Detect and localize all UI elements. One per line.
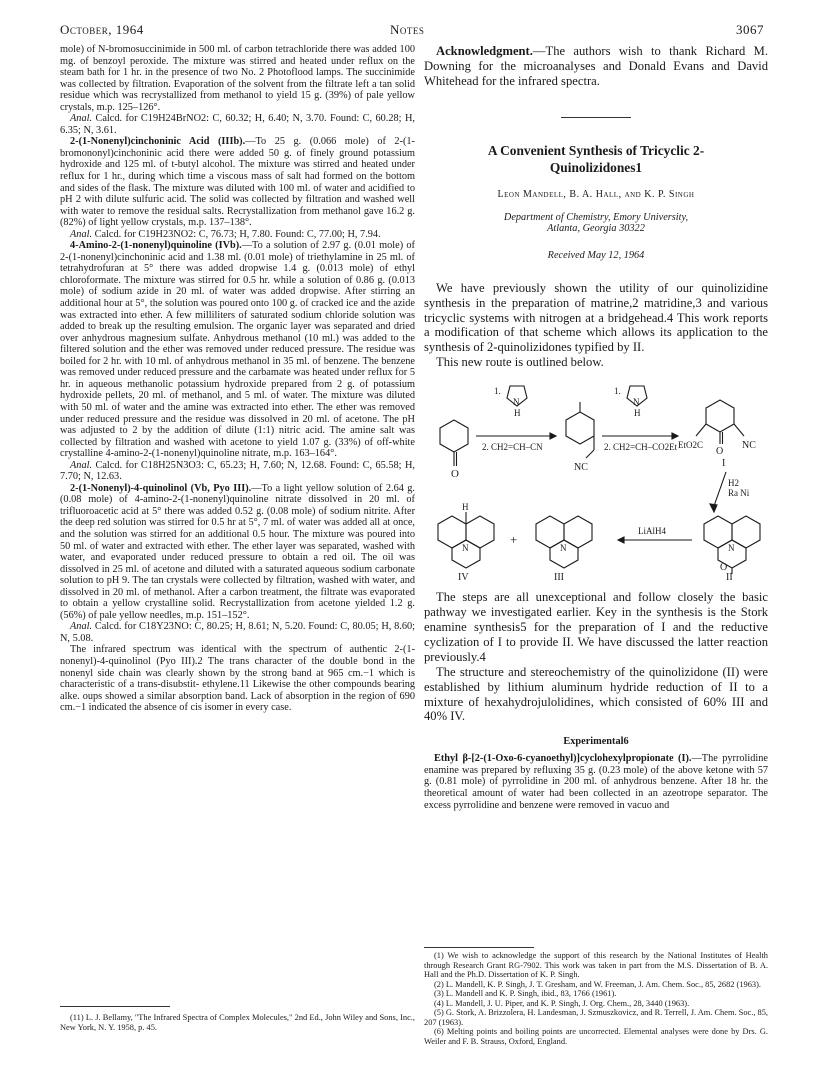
left-column bbox=[60, 44, 415, 714]
pyrrolidine-h: H bbox=[634, 408, 641, 419]
analysis-text: Calcd. for C19H23NO2: C, 76.73; H, 7.80. Found: C, 77.00; H, 7.94. bbox=[94, 228, 381, 240]
carbonyl-o: O bbox=[451, 468, 459, 481]
ack-heading: Acknowledgment. bbox=[436, 44, 533, 58]
ack-text: —The authors wish to thank Richard M. Downing for the microanalyses and Donald Evans and David Whitehead for the infrared spectra. bbox=[424, 44, 768, 88]
affiliation-city: Atlanta, Georgia 30322 bbox=[547, 222, 645, 234]
experimental-paragraph bbox=[424, 753, 768, 811]
analysis-3 bbox=[60, 460, 415, 483]
pyrrolidine-n: N bbox=[513, 397, 520, 408]
running-header-left: October, 1964 bbox=[60, 22, 144, 37]
compound-III-structure bbox=[536, 516, 592, 568]
compound-IV-n: N bbox=[462, 543, 469, 554]
label-I: I bbox=[722, 458, 726, 470]
paragraph-bromination: mole) of N-bromosuccinimide in 500 ml. of carbon tetrachloride there was added 100 mg. of benzoyl peroxide. The mixture was stirred and heated under reflux on the steam bath for 1 hr. in the presence of two No. 2 Photoflood lamps. The succinimide was collected by filtration. Evaporation of the solvent from the filtrate left a tan solid residue which was recrystallized from methanol to yield 15 g. (39%) of pale yellow crystals, m.p. 125–126°. bbox=[60, 44, 415, 113]
article-title: A Convenient Synthesis of Tricyclic 2-Quinolizidones1 bbox=[487, 142, 705, 175]
compound-II-o: O bbox=[720, 562, 728, 574]
acknowledgment bbox=[424, 44, 768, 89]
compound-I-structure bbox=[678, 400, 756, 457]
received-date: Received May 12, 1964 bbox=[547, 249, 645, 261]
compound-heading: Ethyl β-[2-(1-Oxo-6-cyanoethyl)]cyclohexylpropionate (I). bbox=[434, 753, 692, 765]
section-divider bbox=[561, 117, 631, 118]
compound-heading: 4-Amino-2-(1-nonenyl)quinoline (IVb). bbox=[70, 240, 242, 252]
compound-heading: 2-(1-Nonenyl)cinchoninic Acid (IIIb). bbox=[70, 136, 246, 148]
right-footnotes bbox=[424, 951, 768, 1046]
paragraph-nonenyl-acid bbox=[60, 136, 415, 228]
reaction-scheme bbox=[424, 374, 768, 580]
paragraph-infrared: The infrared spectrum was identical with the spectrum of authentic 2-(1-nonenyl)-4-quinolinol (Pyo III).2 The trans character of the double bond in the nonenyl side chain was clearly shown by the strong band at 965 cm.−1 which is characteristic of a trans-disubstit- ethylene.11 Likewise the other compounds bearing alke. oups showed a similar absorption band. Lack of absorption in the region of 690 cm.−1 indicated the absence of cis isomer in every case. bbox=[60, 644, 415, 714]
authors: Leon Mandell, B. A. Hall, and K. P. Singh bbox=[497, 188, 695, 200]
procedure-text: —To a solution of 2.97 g. (0.01 mole) of 2-(1-nonenyl)cinchoninic acid and 1.38 ml. (0.01 mole) of triethylamine in 25 ml. of tetrahydrofuran at 5° there was added dropwise 1.4 g. (0.013 mole) of ethyl chloroformate. The mixture was stirred for 0.5 hr. while a solution of 0.86 g. (0.013 mole) of sodium azide in 20 ml. of water was added dropwise. After stirring an additional hour at 5°, the solution was poured onto 100 g. of cracked ice and the azide was extracted into ether. A few milliliters of saturated sodium chloride solution was added to break up the resulting emulsion. The organic layer was separated and dried over anhydrous magnesium sulfate. Anhydrous methanol (10 ml.) was added to the filtered solution and the ether was removed under reduced pressure. The residue was boiled for 2 hr. with 10 ml. of anhydrous methanol in 35 ml. of benzene. The benzene was removed under reduced pressure and the carbamate was heated under reflux for 5 hr. in aqueous methanolic potassium hydroxide prepared from 2 g. of potassium hydroxide pellets, 20 ml. of methanol, and 5 ml. of water. The mixture was diluted with 50 ml. of water and the amine was extracted into ether. The ether was removed under reduced pressure and the residue was dissolved in 20 ml. of acetone. The pH was adjusted to 2 by the addition of dilute (1:1) nitric acid. The amine salt was collected by filtration and washed with acetone to yield 1.07 g. (33%) of off-white crystalline 4-amino-2-(1-nonenyl)quinoline nitrate, m.p. 163–164°. bbox=[60, 240, 415, 460]
hydrogen-reagent: H2 bbox=[728, 478, 739, 489]
anal-label: Anal. bbox=[70, 459, 93, 471]
ester-group: EtO2C bbox=[678, 440, 704, 451]
compound-heading: 2-(1-Nonenyl)-4-quinolinol (Vb, Pyo III). bbox=[70, 482, 252, 494]
pyrrolidine-2 bbox=[627, 386, 647, 418]
analysis-text: Calcd. for C19H24BrNO2: C, 60.32; H, 6.40; N, 3.70. Found: C, 60.28; H, 6.35; N, 3.61. bbox=[60, 113, 415, 136]
running-header-center: Notes bbox=[390, 22, 425, 37]
label-II: II bbox=[726, 572, 733, 581]
right-column bbox=[424, 44, 768, 811]
footnote-3: (3) L. Mandell and K. P. Singh, ibid., 83, 1766 (1961). bbox=[434, 989, 617, 998]
footnote-11: (11) L. J. Bellamy, "The Infrared Spectra of Complex Molecules," 2nd Ed., John Wiley and Sons, Inc., New York, N. Y. 1958, p. 45. bbox=[60, 1013, 415, 1032]
step1-reagent: 2. CH2=CH–CN bbox=[482, 442, 543, 453]
procedure-text: —To a light yellow solution of 2.64 g. (0.08 mole) of 4-amino-2-(1-nonenyl)quinoline nitrate dissolved in 20 ml. of trifluoroacetic acid at 5° there was added 0.52 g. (0.08 mole) of sodium nitrite. After the deep red solution was stirred for 0.5 hr at 5°, 7 ml. of water was added all at once, and the solution was stirred for an additional 0.5 hour. The mixture was poured into 50 ml. of water and extracted with ether. The ether layer was separated, washed with water, and evaporated under reduced pressure to obtain a red oil. The oil was dissolved in 25 ml. of acetone and diluted with a saturated aqueous sodium carbonate solution to pH 9. The tan crystals were collected by filtration, washed with water, and dissolved in 20 ml. of methanol. After a carbon treatment, the filtrate was evaporated to obtain a yellow crystalline solid. Recrystallization from acetone yielded 1.2 g. (56%) of pale yellow needles, m.p. 151–152°. bbox=[60, 482, 415, 621]
nitrile-nc-2: NC bbox=[742, 440, 756, 452]
compound-III-n: N bbox=[560, 543, 567, 554]
procedure-text: —The pyrrolidine enamine was prepared by refluxing 35 g. (0.23 mole) of the above ketone with 57 g. (0.81 mole) of pyrrolidine in 200 ml. of anhydrous benzene. After 18 hr. the theoretical amount of water had been collected in an azeotrope separator. The excess pyrrolidine and benzene were removed in vacuo and bbox=[424, 753, 768, 811]
compound-II-structure bbox=[704, 516, 760, 574]
analysis-2 bbox=[60, 229, 415, 241]
analysis-4 bbox=[60, 621, 415, 644]
reduction-arrow bbox=[714, 472, 726, 506]
cyanoethyl-ketone-structure bbox=[566, 402, 594, 473]
anal-label: Anal. bbox=[70, 228, 93, 240]
anal-label: Anal. bbox=[70, 113, 93, 125]
footnote-2: (2) L. Mandell, K. P. Singh, J. T. Gresham, and W. Freeman, J. Am. Chem. Soc., 85, 2682 (1963). bbox=[434, 979, 761, 989]
compound-IV-h: H bbox=[462, 502, 469, 513]
affiliation-dept: Department of Chemistry, Emory University, bbox=[503, 211, 689, 223]
compound-I-o: O bbox=[716, 446, 724, 458]
label-IV: IV bbox=[458, 572, 469, 581]
compound-IV-structure bbox=[438, 502, 494, 568]
nitrile-nc-1: NC bbox=[574, 462, 588, 474]
analysis-text: Calcd. for C18H25N3O3: C, 65.23; H, 7.60; N, 12.68. Found: C, 65.58; H, 7.70; N, 12.63. bbox=[60, 459, 415, 483]
steps-paragraph: The steps are all unexceptional and follow closely the basic pathway we investigated earlier. Key in the synthesis is the Stork enamine synthesis5 for the preparation of I and the reductive cyclization of I to provide II. We have discussed the latter reaction previously.4 bbox=[424, 590, 768, 664]
page-number: 3067 bbox=[736, 22, 764, 37]
intro-paragraph: We have previously shown the utility of our quinolizidine synthesis in the preparation of matrine,2 matridine,3 and various tricyclic systems with nitrogen at a bridgehead.4 This work reports a modification of that scheme which allows its application to the synthesis of 2-quinolizidones typified by II. bbox=[424, 280, 768, 355]
lialh4-reagent: LiAlH4 bbox=[638, 526, 666, 537]
procedure-text: —To 25 g. (0.066 mole) of 2-(1-bromononyl)cinchoninic acid there were added 50 g. of finely ground potassium hydroxide and 125 ml. of t-butyl alcohol. The mixture was stirred and heated under reflux for 1 hr., during which time a viscous mass of salt had formed on the bottom and sides of the flask. The mixture was diluted with 100 ml. of water and acidified to pH 2 with dilute sulfuric acid. The solid was collected by filtration and washed well with water to remove the residual salts. Recrystallization from methanol gave 16.2 g. (82%) of light yellow crystals, m.p. 137–138°. bbox=[60, 136, 415, 229]
anal-label: Anal. bbox=[70, 621, 93, 633]
step2-number: 1. bbox=[614, 386, 621, 397]
analysis-1 bbox=[60, 113, 415, 136]
footnote-1: (1) We wish to acknowledge the support of this research by the National Institutes of Health through Research Grant RG-7902. This work was taken in part from the M.S. Dissertation of B. A. Hall and the Ph.D. Dissertation of K. P. Singh. bbox=[424, 951, 768, 979]
pyrrolidine-1 bbox=[507, 386, 527, 418]
compound-II-n: N bbox=[728, 543, 735, 554]
step1-number: 1. bbox=[494, 386, 501, 397]
cyclohexanone-structure bbox=[440, 420, 468, 480]
paragraph-aminoquinoline bbox=[60, 240, 415, 459]
step2-reagent: 2. CH2=CH–CO2Et bbox=[604, 442, 678, 453]
paragraph-quinolinol bbox=[60, 483, 415, 622]
raney-nickel: Ra Ni bbox=[728, 488, 750, 499]
footnote-5: (5) G. Stork, A. Brizzolera, H. Landesman, J. Szmuszkovicz, and R. Terrell, J. Am. Chem. Soc., 85, 207 (1963). bbox=[424, 1008, 768, 1027]
pyrrolidine-n: N bbox=[633, 397, 640, 408]
footnote-6: (6) Melting points and boiling points are uncorrected. Elemental analyses were done by Drs. G. Weiler and F. B. Strauss, Oxford, England. bbox=[424, 1027, 768, 1046]
pyrrolidine-h: H bbox=[514, 408, 521, 419]
footnote-4: (4) L. Mandell, J. U. Piper, and K. P. Singh, J. Org. Chem., 28, 3440 (1963). bbox=[434, 998, 690, 1008]
structure-paragraph: The structure and stereochemistry of the quinolizidone (II) were established by lithium aluminum hydride reduction of II to a mixture of hexahydrojulolidines, which consisted of 60% III and 40% IV. bbox=[424, 664, 768, 724]
plus-sign: + bbox=[510, 532, 518, 548]
right-footnote-rule bbox=[424, 947, 534, 948]
label-III: III bbox=[554, 572, 564, 581]
left-footnote-rule bbox=[60, 1006, 170, 1007]
analysis-text: Calcd. for C18Y23NO: C, 80.25; H, 8.61; N, 5.20. Found: C, 80.05; H, 8.60; N, 5.08. bbox=[60, 621, 416, 644]
intro-paragraph-2: This new route is outlined below. bbox=[436, 355, 604, 370]
experimental-heading: Experimental6 bbox=[563, 736, 629, 748]
